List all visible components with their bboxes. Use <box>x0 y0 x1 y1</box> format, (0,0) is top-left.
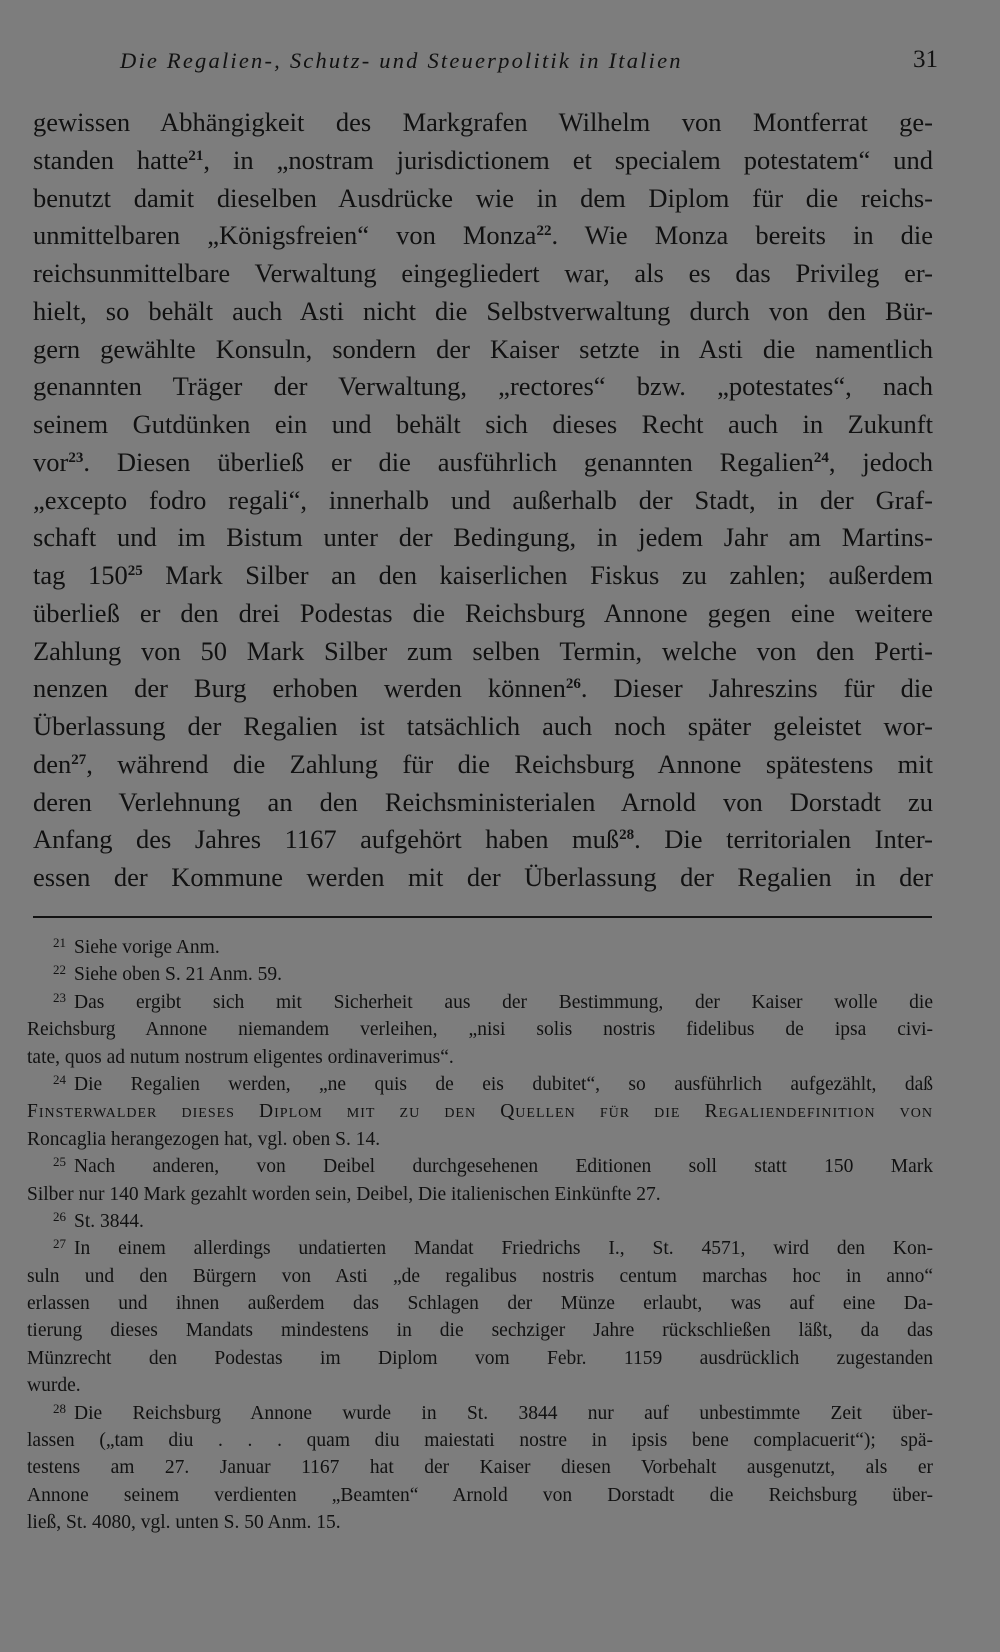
footnote-ref: 28 <box>619 827 635 844</box>
footnote-ref: 24 <box>813 449 829 466</box>
text-line: Überlassung der Regalien ist tatsächlich auch noch später geleistet wor- <box>33 711 933 741</box>
running-title: Die Regalien-, Schutz- und Steuerpolitik in Italien <box>120 48 683 73</box>
footnote-line: Roncaglia herangezogen hat, vgl. oben S. 14. <box>27 1128 381 1150</box>
text-line: standen hatte$^{21}$, in „nostram jurisdictionem et specialem potestatem“ und <box>33 144 933 175</box>
footnote-line: Annone seinem verdienten „Beamten“ Arnold von Dorstadt die Reichsburg über- <box>27 1484 933 1506</box>
footnote-number: 24 <box>53 1071 66 1087</box>
text-line: deren Verlehnung an den Reichsministerialen Arnold von Dorstadt zu <box>33 786 933 817</box>
page-number: 31 <box>913 46 938 73</box>
text-line: tag $150^{25}$ Mark Silber an den kaiserlichen Fiskus zu zahlen; außerdem <box>33 560 934 590</box>
footnote-line: testens am 27. Januar 1167 hat der Kaiser diesen Vorbehalt ausgenutzt, als er <box>27 1457 933 1479</box>
text-line: schaft und im Bistum unter der Bedingung, in jedem Jahr am Martins- <box>33 522 933 553</box>
text-line: seinem Gutdünken ein und behält sich dieses Recht auch in Zukunft <box>33 409 933 439</box>
footnote-line: suln und den Bürgern von Asti „de regalibus nostris centum marchas hoc in anno“ <box>27 1265 933 1287</box>
footnote-line: wurde. <box>27 1375 81 1397</box>
footnote-line: Silber nur 140 Mark gezahlt worden sein, Deibel, Die italienischen Einkünfte 27. <box>27 1183 661 1205</box>
footnotes <box>27 934 933 1537</box>
footnote-number: 26 <box>53 1208 66 1224</box>
footnote-25: $^{25}$ Nach anderen, von Deibel durchgesehenen Editionen soll statt 150 Mark <box>53 1154 933 1178</box>
text-line: „excepto fodro regali“, innerhalb und außerhalb der Stadt, in der Graf- <box>33 484 933 515</box>
footnote-separator <box>33 916 932 918</box>
text-line: den$^{27}$, während die Zahlung für die Reichsburg Annone spätestens mit <box>33 748 933 779</box>
footnote-number: 23 <box>53 989 66 1005</box>
footnote-ref: 27 <box>71 751 87 768</box>
footnote-ref: 23 <box>68 449 84 466</box>
text-line: unmittelbaren „Königsfreien“ von Monza$^{22}$. Wie Monza bereits in die <box>33 220 933 251</box>
text-line: reichsunmittelbare Verwaltung eingegliedert war, als es das Privileg er- <box>33 258 933 288</box>
footnote-number: 21 <box>53 935 66 950</box>
page-header <box>118 44 940 84</box>
footnote-line: tierung dieses Mandats mindestens in die sechziger Jahre rückschließen läßt, da das <box>27 1320 933 1342</box>
footnote-number: 22 <box>53 962 66 978</box>
footnote-number: 25 <box>53 1154 66 1170</box>
footnote-27: $^{27}$ In einem allerdings undatierten Mandat Friedrichs I., St. 4571, wird den Kon- <box>53 1236 933 1260</box>
footnote-ref: 25 <box>127 563 143 579</box>
footnote-24: $^{24}$ Die Regalien werden, „ne quis de eis dubitet“, so ausführlich aufgezählt, daß <box>53 1071 933 1095</box>
footnote-22: $^{22}$ Siehe oben S. 21 Anm. 59. <box>53 962 282 986</box>
text-line: genannten Träger der Verwaltung, „rectores“ bzw. „potestates“, nach <box>33 371 933 402</box>
footnote-21: $^{21}$ Siehe vorige Anm. <box>53 935 220 958</box>
footnote-number: 28 <box>53 1400 66 1416</box>
footnote-ref: 26 <box>565 676 581 693</box>
footnote-line: Reichsburg Annone niemandem verleihen, „nisi solis nostris fidelibus de ipsa civi- <box>27 1019 933 1041</box>
footnote-ref: 21 <box>188 147 204 164</box>
footnote-23: $^{23}$ Das ergibt sich mit Sicherheit aus der Bestimmung, der Kaiser wolle die <box>53 989 933 1013</box>
footnote-26: $^{26}$ St. 3844. <box>53 1208 144 1232</box>
text-line: benutzt damit dieselben Ausdrücke wie in dem Diplom für die reichs- <box>33 182 933 213</box>
footnote-line: tate, quos ad nutum nostrum eligentes ordinaverimus“. <box>27 1046 454 1068</box>
text-line: Zahlung von 50 Mark Silber zum selben Termin, welche von den Perti- <box>33 635 933 666</box>
text-line: essen der Kommune werden mit der Überlassung der Regalien in der <box>33 862 933 892</box>
text-line: Anfang des Jahres 1167 aufgehört haben muß$^{28}$. Die territorialen Inter- <box>33 824 934 855</box>
footnote-ref: 22 <box>536 223 552 240</box>
text-line: hielt, so behält auch Asti nicht die Selbstverwaltung durch von den Bür- <box>33 295 933 326</box>
text-line: gern gewählte Konsuln, sondern der Kaiser setzte in Asti die namentlich <box>33 333 933 364</box>
footnote-line: Finsterwalder dieses Diplom mit zu den Quellen für die Regaliendefinition von <box>27 1101 933 1123</box>
text-line: gewissen Abhängigkeit des Markgrafen Wilhelm von Montferrat ge- <box>33 107 933 137</box>
footnote-28: $^{28}$ Die Reichsburg Annone wurde in St. 3844 nur auf unbestimmte Zeit über- <box>53 1400 933 1424</box>
footnote-number: 27 <box>53 1236 66 1252</box>
main-text <box>33 104 933 897</box>
text-line: vor$^{23}$. Diesen überließ er die ausführlich genannten Regalien$^{24}$, jedoch <box>33 446 933 477</box>
footnote-line: Münzrecht den Podestas im Diplom vom Febr. 1159 ausdrücklich zugestanden <box>27 1347 933 1369</box>
footnote-line: erlassen und ihnen außerdem das Schlagen der Münze erlaubt, was auf eine Da- <box>27 1293 933 1315</box>
text-line: überließ er den drei Podestas die Reichsburg Annone gegen eine weitere <box>33 597 933 628</box>
footnote-line: ließ, St. 4080, vgl. unten S. 50 Anm. 15. <box>27 1512 341 1534</box>
footnote-line: lassen („tam diu . . . quam diu maiestati nostre in ipsis bene complacuerit“); spä- <box>27 1430 933 1452</box>
text-line: nenzen der Burg erhoben werden können$^{26}$. Dieser Jahreszins für die <box>33 673 933 704</box>
